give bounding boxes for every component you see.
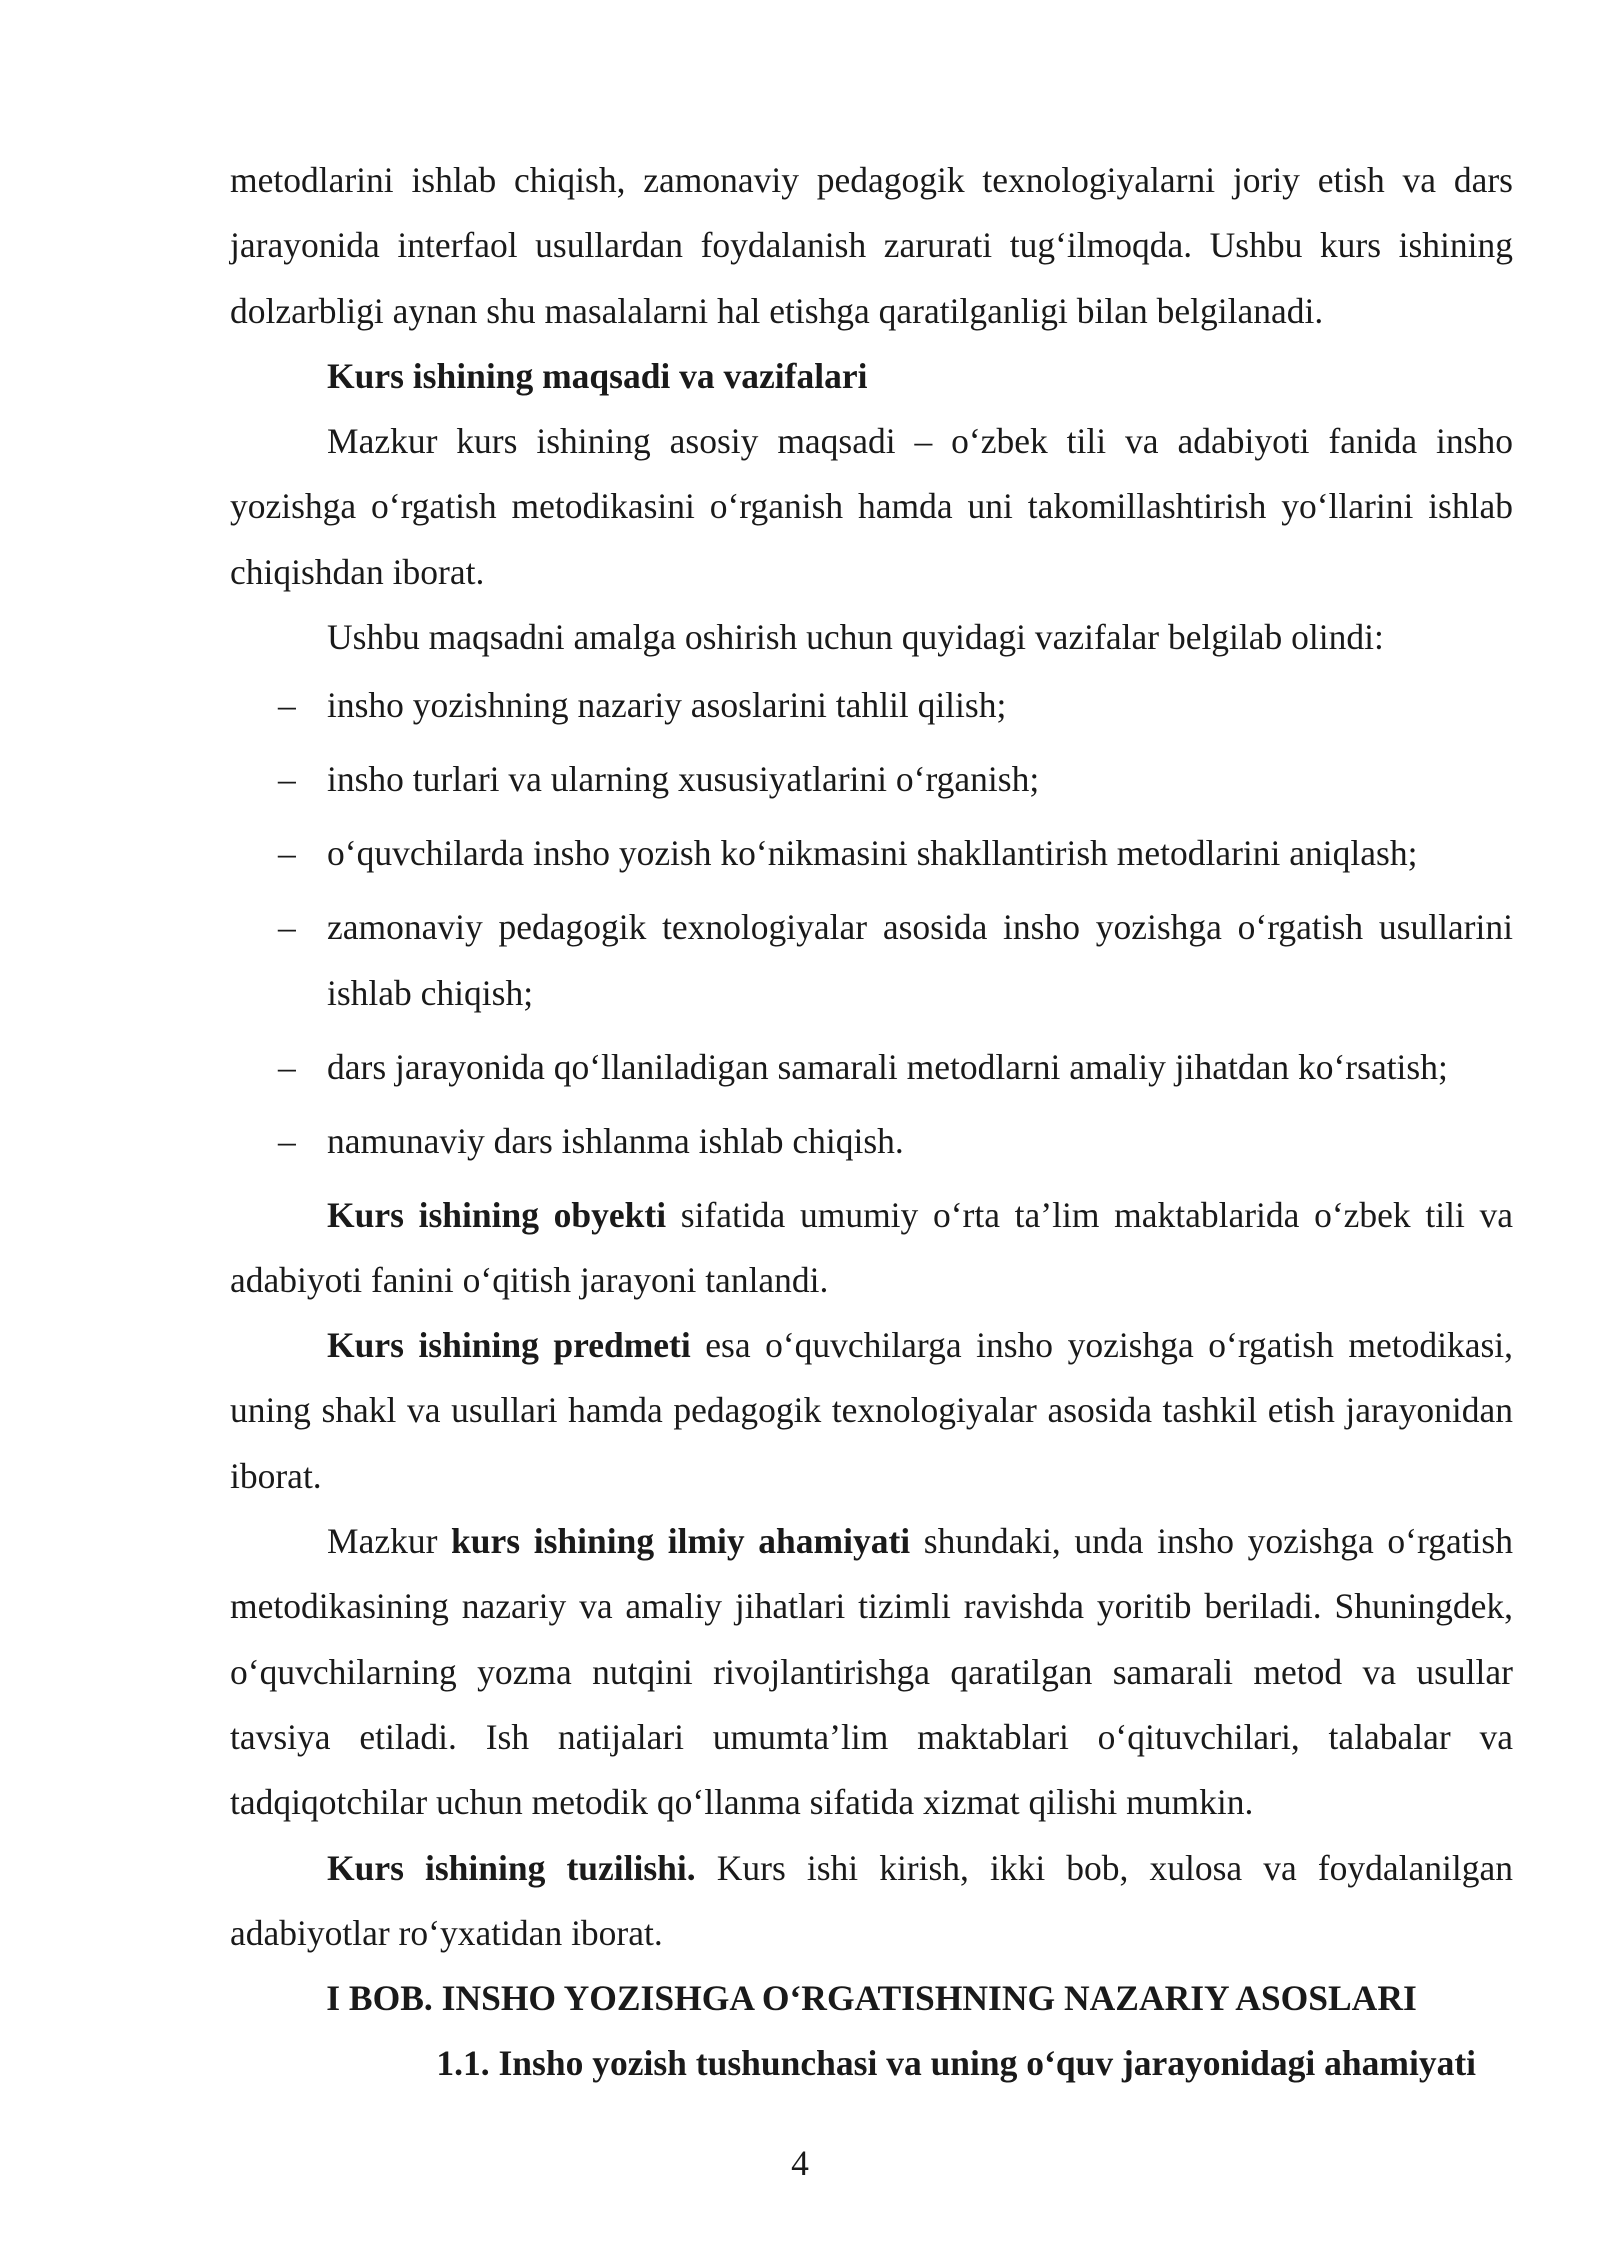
tasks-list [230,673,1513,1174]
significance-paragraph [230,1509,1513,1835]
intro-paragraph: metodlarini ishlab chiqish, zamonaviy pedagogik texnologiyalarni joriy etish va dars jarayonida interfaol usullardan foydalanish zarurati tug‘ilmoqda. Ushbu kurs ishining dolzarbligi aynan shu masalalarni hal etishga qaratilganligi bilan belgilanadi. [230,160,1513,331]
significance-text: shundaki, unda insho yozishga o‘rgatish metodikasining nazariy va amaliy jihatlari tizimli ravishda yoritib beriladi. Shuningdek, o‘quvchilarning yozma nutqini rivojlantirishga qaratilgan samarali metod va usullar tavsiya etiladi. Ish natijalari umumta’lim maktablari o‘qituvchilari, talabalar va tadqiqotchilar uchun metodik qo‘llanma sifatida xizmat qilishi mumkin. [230,1521,1513,1823]
structure-label: Kurs ishining tuzilishi. [327,1847,696,1888]
dash-bullet: – [278,833,296,874]
dash-bullet: – [278,1046,296,1087]
structure-text: Kurs ishi kirish, ikki bob, xulosa va foydalanilgan adabiyotlar ro‘yxatidan iborat. [230,1847,1513,1953]
list-item [230,1109,1513,1174]
list-item [230,821,1513,886]
list-item [230,673,1513,738]
significance-prefix: Mazkur [327,1521,452,1562]
goal-paragraph: Mazkur kurs ishining asosiy maqsadi – o‘zbek tili va adabiyoti fanida insho yozishga o‘rgatish metodikasini o‘rganish hamda uni takomillashtirish yo‘llarini ishlab chiqishdan iborat. [230,421,1513,592]
goals-heading: Kurs ishining maqsadi va vazifalari [327,355,868,396]
chapter-heading: I BOB. INSHO YOZISHGA O‘RGATISHNING NAZARIY ASOSLARI [326,1978,1417,2019]
section-heading: 1.1. Insho yozish tushunchasi va uning o‘quv jarayonidagi ahamiyati [436,2043,1476,2084]
object-paragraph [230,1183,1513,1314]
task-text: zamonaviy pedagogik texnologiyalar asosida insho yozishga o‘rgatish usullarini ishlab chiqish; [327,907,1513,1013]
list-item [230,895,1513,1026]
dash-bullet: – [278,685,296,726]
list-item [230,747,1513,812]
task-text: insho yozishning nazariy asoslarini tahlil qilish; [327,685,1007,726]
significance-label: kurs ishining ilmiy ahamiyati [451,1521,911,1562]
object-text: sifatida umumiy o‘rta ta’lim maktablarida o‘zbek tili va adabiyoti fanini o‘qitish jarayoni tanlandi. [230,1194,1514,1300]
page-number: 4 [791,2143,809,2183]
task-text: namunaviy dars ishlanma ishlab chiqish. [327,1120,904,1161]
dash-bullet: – [278,759,296,800]
subject-label: Kurs ishining predmeti [327,1325,691,1366]
dash-bullet: – [278,907,296,948]
list-item [230,1035,1513,1100]
subject-paragraph [230,1313,1513,1509]
subject-text: esa o‘quvchilarga insho yozishga o‘rgatish metodikasi, uning shakl va usullari hamda pedagogik texnologiyalar asosida tashkil etish jarayonidan iborat. [230,1325,1514,1496]
dash-bullet: – [278,1120,296,1161]
tasks-intro-paragraph: Ushbu maqsadni amalga oshirish uchun quyidagi vazifalar belgilab olindi: [327,617,1384,658]
object-label: Kurs ishining obyekti [327,1194,667,1235]
structure-paragraph [230,1836,1513,1967]
page-content [230,148,1513,2097]
task-text: insho turlari va ularning xususiyatlarini o‘rganish; [327,759,1040,800]
task-text: dars jarayonida qo‘llaniladigan samarali metodlarni amaliy jihatdan ko‘rsatish; [327,1046,1448,1087]
task-text: o‘quvchilarda insho yozish ko‘nikmasini shakllantirish metodlarini aniqlash; [327,833,1418,874]
